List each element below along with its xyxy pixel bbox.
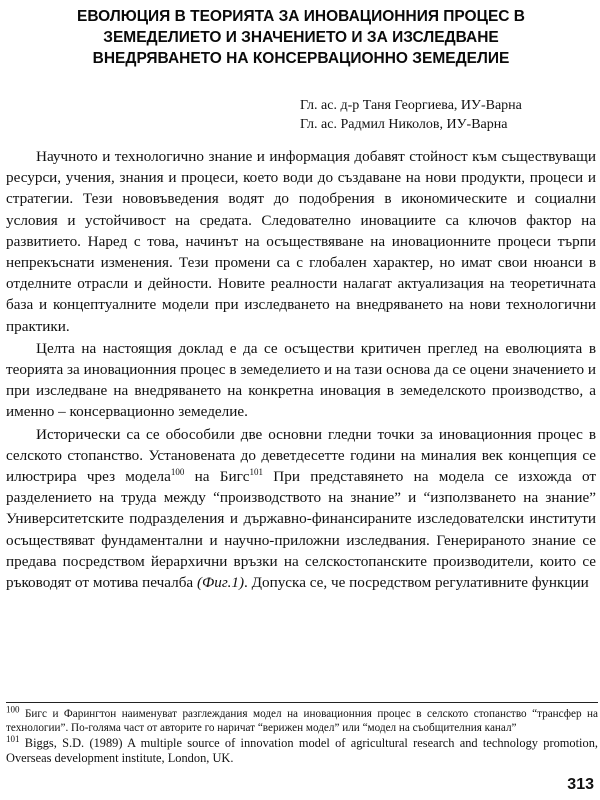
title-line-3: ВНЕДРЯВАНЕТО НА КОНСЕРВАЦИОННО ЗЕМЕДЕЛИЕ [92,50,510,67]
paragraph-3-part-a: Исторически са се обособили две основни гледни точки за иновационния процес в селското стопанство. Установената до деветдесетте години на миналия век концепция се илюстрира чрез модела [6,425,596,486]
paragraph-3 [6,424,596,594]
authors-block [300,96,580,134]
footnote-ref-101[interactable]: 101 [249,466,264,477]
paragraph-2: Целта на настоящия доклад е да се осъществи критичен преглед на еволюцията в теорията за иновационния процес в земеделието и на тази основа да се оцени значението и при изследване на внедряването на конкретна иновация в земеделското производство, а именно – консервационно земеделие. [6,339,596,421]
author-2: Гл. ас. Радмил Николов, ИУ-Варна [300,117,508,132]
title-line-2: ЗЕМЕДЕЛИЕТО И ЗНАЧЕНИЕТО И ЗА ИЗСЛЕДВАНЕ [103,29,499,46]
paper-title [6,6,596,69]
paragraph-3-part-b: на Бигс [184,468,250,486]
footnote-100 [6,704,598,735]
paragraph-3-part-d: . Допуска се, че посредством регулативните функции [244,574,589,592]
page-number: 313 [567,776,594,793]
footnote-101 [6,733,598,766]
body-text [6,146,596,594]
footnote-101-text: Biggs, S.D. (1989) A multiple source of innovation model of agricultural research and technology promotion, Overseas development institute, London, UK. [6,736,598,765]
footnote-101-number: 101 [6,733,20,744]
title-line-1: ЕВОЛЮЦИЯ В ТЕОРИЯТА ЗА ИНОВАЦИОННИЯ ПРОЦЕС В [77,8,525,25]
author-1: Гл. ас. д-р Таня Георгиева, ИУ-Варна [300,98,522,113]
footnote-100-text: Бигс и Фарингтон наименуват разглеждания модел на иновационния процес в селското стопанство “трансфер на технологии”. По-голяма част от авторите го наричат “верижен модел” или “модел на съобщителния канал” [6,708,598,734]
footnotes [6,702,598,767]
figure-reference[interactable]: (Фиг.1) [196,574,245,592]
footnote-100-number: 100 [6,704,20,715]
paragraph-1: Научното и технологично знание и информация добавят стойност към съществуващи ресурси, учения, знания и процеси, което води до създаване на нови продукти, процеси и стратегии. Тези нововъведения водят до подобрения в икономическите и социални условия и устойчивост на средата. Следователно иновациите са ключов фактор на развитието. Наред с това, начинът на осъществяване на иновационните процеси търпи непрекъснати изменения. Тези промени са с глобален характер, но имат свои нюанси в отделните отрасли и дейности. Новите реалности налагат актуализация на теоретичната база и концептуалните модели при изследването на внедряването на нови технологични практики. [6,148,596,335]
footnote-ref-100[interactable]: 100 [170,466,185,477]
paragraph-3-part-c: При представянето на модела се изхожда от разделението на труда между “производството на знание” и “използването на знание” Университетските подразделения и държавно-финансираните изследователски институти осъществяват фундаментални и научно-приложни изследвания. Генерираното знание се предава посредством йерархични връзки на селскостопанските производители, които се ръководят от мотива печалба [6,468,597,592]
